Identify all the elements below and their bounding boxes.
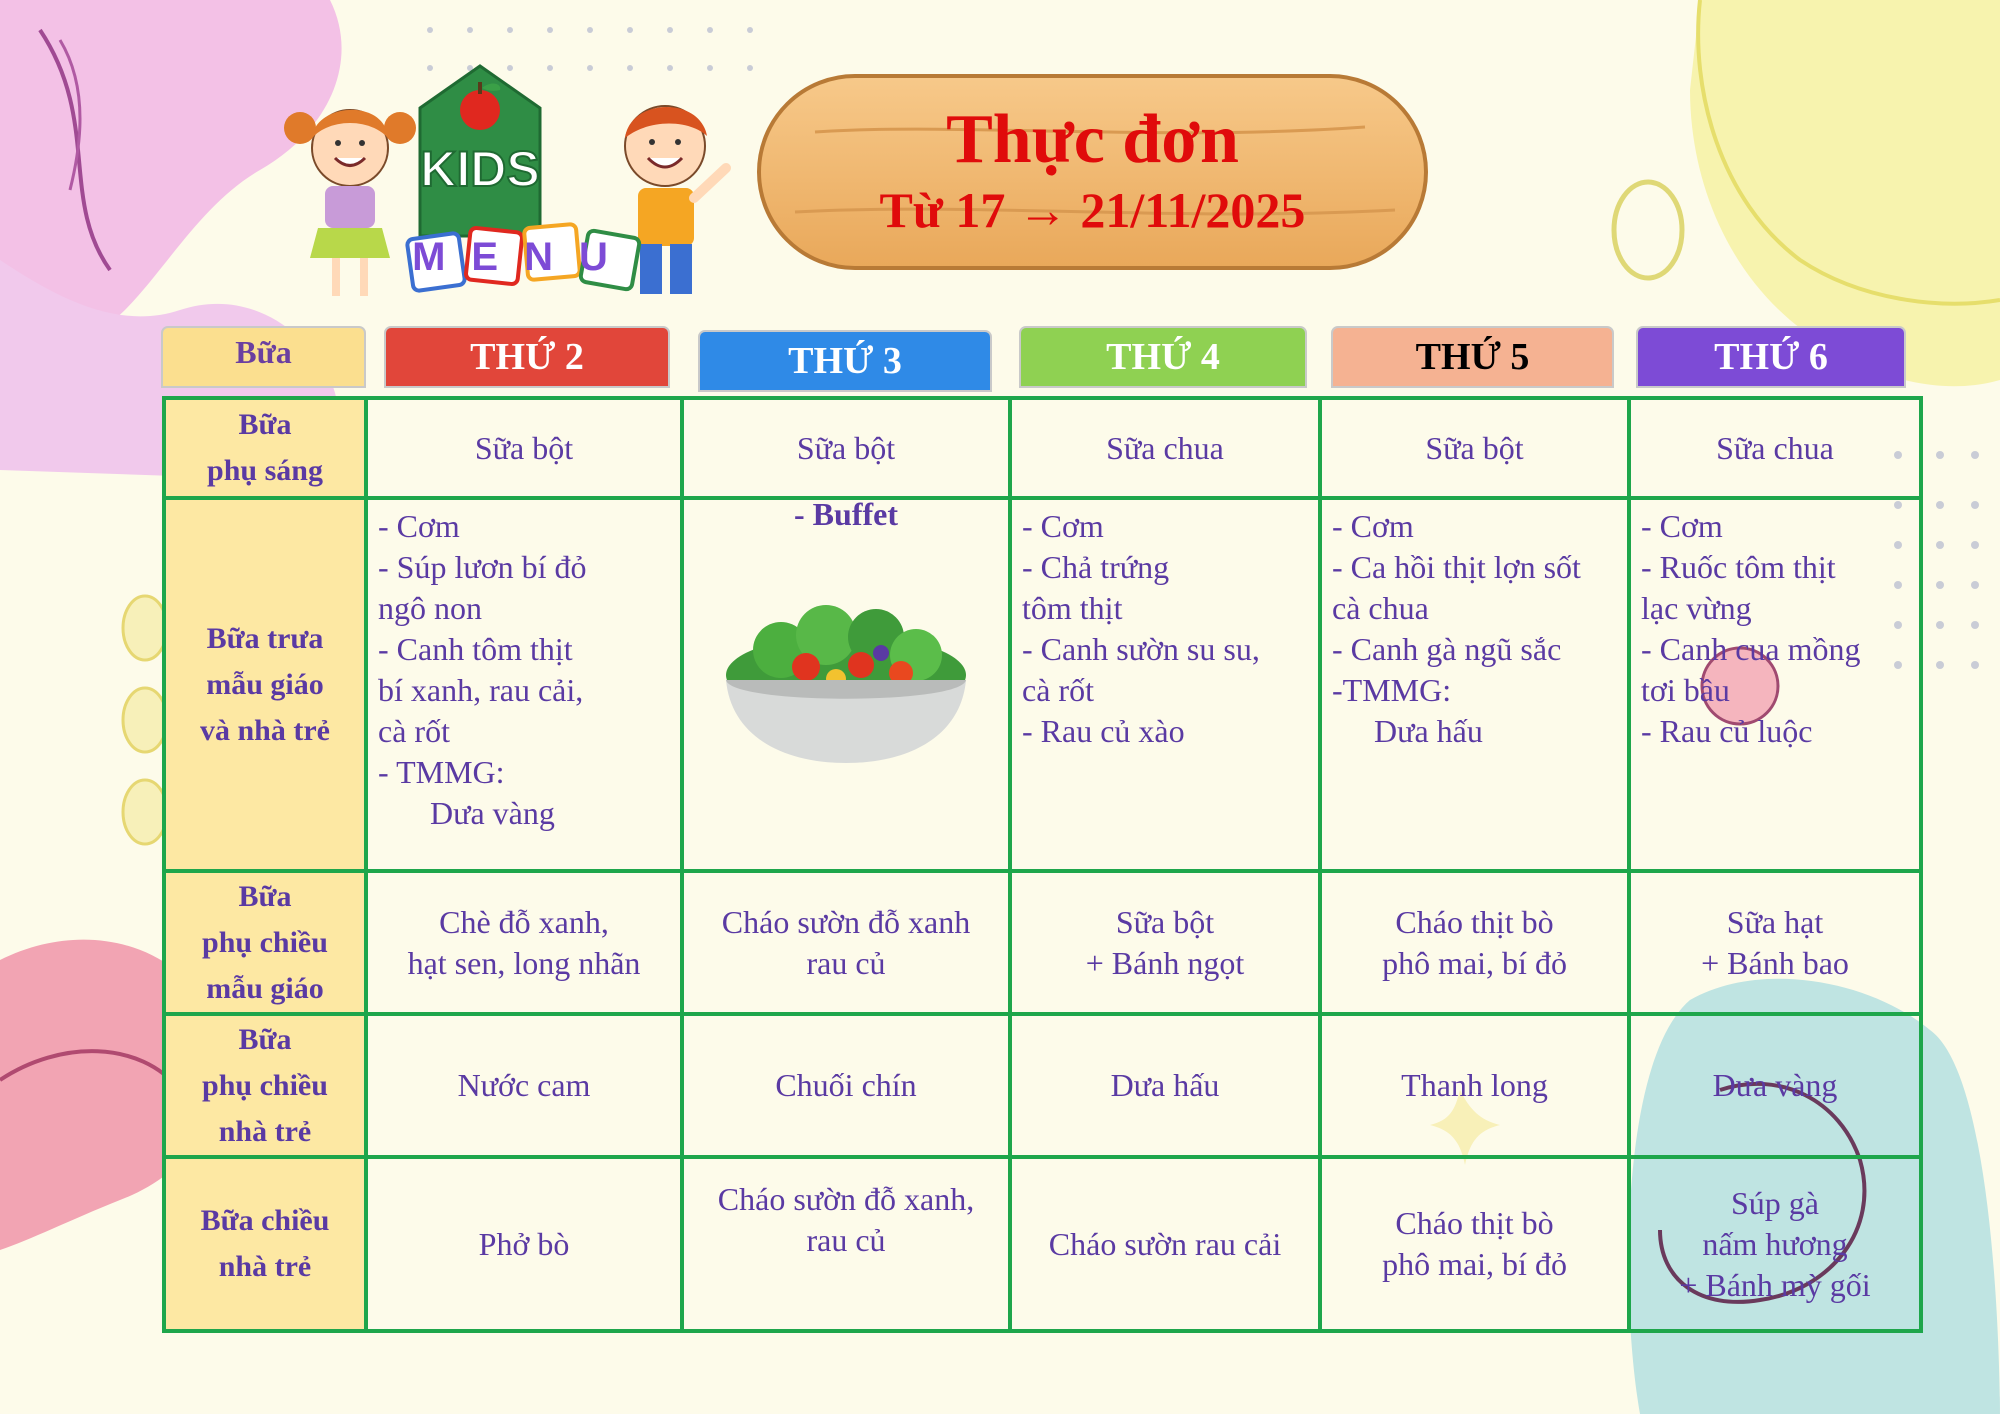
- meal-label-line: Bữa chiều: [200, 1204, 330, 1237]
- menu-cell: [366, 498, 682, 871]
- menu-item: Cháo sườn đỗ xanh,: [717, 1181, 975, 1217]
- menu-item: Sữa chua: [1106, 429, 1224, 466]
- table-row-afternoon-snack-kindergarten: [164, 871, 1921, 1014]
- menu-item: cà chua: [1332, 590, 1429, 626]
- menu-item: phô mai, bí đỏ: [1382, 944, 1567, 981]
- menu-cell: [682, 1014, 1010, 1157]
- page-title: Thực đơn: [946, 101, 1239, 178]
- meal-label: [164, 498, 366, 871]
- menu-cell: [1010, 398, 1320, 498]
- menu-item: Dưa vàng: [430, 795, 555, 831]
- menu-item: + Bánh ngọt: [1085, 944, 1245, 981]
- meal-label-line: nhà trẻ: [218, 1250, 312, 1283]
- menu-item: Sữa hạt: [1726, 903, 1824, 940]
- menu-cell: [1320, 871, 1629, 1014]
- menu-item: Dưa hấu: [1374, 713, 1483, 749]
- menu-table: [162, 396, 1923, 1333]
- menu-item: Chuối chín: [775, 1067, 917, 1103]
- menu-item: nấm hương: [1702, 1225, 1848, 1262]
- menu-cell: [1010, 871, 1320, 1014]
- menu-cell: [1629, 871, 1921, 1014]
- menu-item: - Súp lươn bí đỏ: [378, 549, 587, 585]
- table-row-dinner-nursery: [164, 1157, 1921, 1331]
- menu-item: - Canh tôm thịt: [378, 631, 573, 667]
- meal-label: [164, 398, 366, 498]
- menu-cell: [1010, 498, 1320, 871]
- column-header-monday: THỨ 2: [384, 326, 670, 388]
- meal-label-line: Bữa: [238, 1022, 292, 1056]
- menu-item: Cháo thịt bò: [1395, 903, 1554, 940]
- menu-item: Phở bò: [478, 1225, 570, 1262]
- menu-cell: [366, 1157, 682, 1331]
- table-row-afternoon-snack-nursery: [164, 1014, 1921, 1157]
- meal-label-line: Bữa trưa: [206, 621, 324, 655]
- column-header-meal: Bữa: [161, 326, 366, 388]
- menu-item: phô mai, bí đỏ: [1382, 1246, 1567, 1282]
- menu-item: - Ruốc tôm thịt: [1641, 549, 1836, 585]
- column-header-wednesday: THỨ 4: [1019, 326, 1307, 388]
- menu-item: cà rốt: [1022, 672, 1094, 708]
- menu-item: - Rau củ luộc: [1641, 713, 1813, 749]
- menu-item: tôm thịt: [1022, 590, 1123, 626]
- menu-item: -TMMG:: [1332, 672, 1452, 708]
- menu-item: tơi bầu: [1641, 672, 1730, 708]
- menu-item: Nước cam: [457, 1067, 591, 1103]
- menu-item: - Ca hồi thịt lợn sốt: [1332, 549, 1581, 585]
- salad-bowl-icon: [711, 595, 981, 765]
- menu-item: Thanh long: [1401, 1067, 1548, 1103]
- column-header-thursday: THỨ 5: [1331, 326, 1614, 388]
- meal-label-line: và nhà trẻ: [200, 713, 330, 747]
- menu-item: Sữa chua: [1716, 429, 1834, 466]
- meal-label-line: Bữa: [238, 879, 292, 913]
- menu-item: - Canh sườn su su,: [1022, 631, 1260, 667]
- menu-item: Chè đỗ xanh,: [439, 903, 609, 940]
- meal-label-line: phụ chiều: [202, 925, 328, 959]
- menu-item: Sữa bột: [796, 429, 896, 466]
- menu-cell: [366, 871, 682, 1014]
- menu-cell: [682, 871, 1010, 1014]
- table-row-morning-snack: [164, 398, 1921, 498]
- menu-cell: [1010, 1014, 1320, 1157]
- menu-item: bí xanh, rau cải,: [378, 672, 584, 708]
- menu-cell: [366, 398, 682, 498]
- menu-cell: [1320, 1014, 1629, 1157]
- menu-item: Dưa hấu: [1110, 1067, 1220, 1103]
- menu-item: + Bánh bao: [1701, 944, 1849, 981]
- menu-item: Sữa bột: [1425, 429, 1524, 466]
- menu-cell: [1629, 1014, 1921, 1157]
- menu-item: Cháo sườn đỗ xanh: [721, 903, 971, 940]
- logo-kids-text: KIDS: [420, 141, 540, 197]
- column-header-friday: THỨ 6: [1636, 326, 1906, 388]
- menu-item: Sữa bột: [1115, 903, 1215, 940]
- table-row-lunch: [164, 498, 1921, 871]
- meal-label-line: phụ sáng: [207, 454, 323, 487]
- menu-cell: [366, 1014, 682, 1157]
- menu-item: Sữa bột: [474, 429, 574, 466]
- menu-item: Cháo thịt bò: [1395, 1205, 1554, 1241]
- menu-item: - Cơm: [378, 508, 460, 544]
- date-range: Từ 17 → 21/11/2025: [879, 182, 1306, 238]
- kids-menu-logo: [270, 58, 750, 308]
- girl-icon: [284, 110, 416, 296]
- meal-label-line: mẫu giáo: [206, 667, 324, 701]
- menu-cell: [682, 1157, 1010, 1331]
- menu-item: - Cơm: [1022, 508, 1104, 544]
- menu-item: rau củ: [806, 1222, 886, 1258]
- menu-item: - Chả trứng: [1022, 549, 1170, 585]
- menu-item: Cháo sườn rau cải: [1048, 1225, 1282, 1262]
- menu-item: - TMMG:: [378, 754, 505, 790]
- menu-cell: [1010, 1157, 1320, 1331]
- menu-item: - Cơm: [1641, 508, 1723, 544]
- boy-icon: [625, 106, 726, 294]
- menu-title: [755, 100, 1430, 240]
- meal-label-line: Bữa: [238, 408, 292, 441]
- column-header-tuesday: THỨ 3: [698, 330, 992, 392]
- menu-cell: [1629, 1157, 1921, 1331]
- menu-item: - Rau củ xào: [1022, 713, 1185, 749]
- menu-item: + Bánh mỳ gối: [1679, 1266, 1871, 1303]
- menu-item: lạc vừng: [1641, 590, 1752, 626]
- menu-item: - Buffet: [794, 496, 898, 532]
- meal-label: [164, 1014, 366, 1157]
- menu-cell: [1320, 398, 1629, 498]
- menu-item: - Canh gà ngũ sắc: [1332, 631, 1562, 667]
- menu-item: Dưa vàng: [1712, 1067, 1838, 1103]
- meal-label: [164, 871, 366, 1014]
- menu-cell: [682, 498, 1010, 871]
- logo-menu-text: MENU: [412, 235, 634, 279]
- menu-cell: [682, 398, 1010, 498]
- menu-item: Súp gà: [1731, 1184, 1819, 1221]
- meal-label: [164, 1157, 366, 1331]
- menu-item: cà rốt: [378, 713, 450, 749]
- menu-item: ngô non: [378, 590, 482, 626]
- menu-item: rau củ: [806, 944, 886, 981]
- menu-item: - Cơm: [1332, 508, 1414, 544]
- meal-label-line: nhà trẻ: [218, 1114, 312, 1148]
- menu-cell: [1320, 498, 1629, 871]
- menu-cell: [1629, 498, 1921, 871]
- menu-item: - Canh cua mồng: [1641, 631, 1861, 667]
- menu-item: hạt sen, long nhãn: [407, 944, 641, 981]
- meal-label-line: phụ chiều: [202, 1068, 328, 1102]
- meal-label-line: mẫu giáo: [206, 971, 324, 1005]
- menu-cell: [1629, 398, 1921, 498]
- menu-cell: [1320, 1157, 1629, 1331]
